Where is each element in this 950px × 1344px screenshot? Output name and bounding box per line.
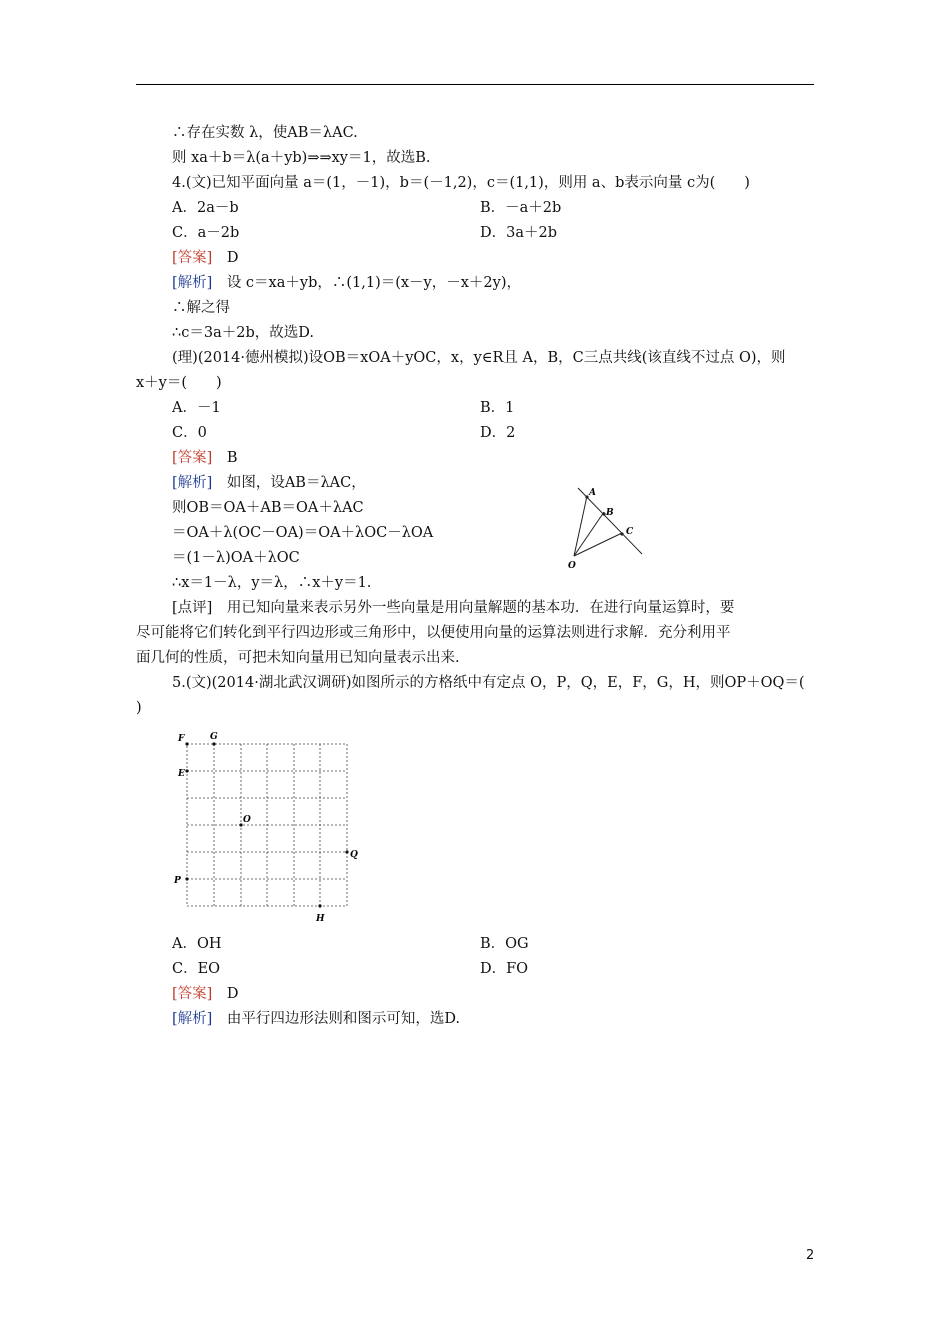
solution-tag: [解析] bbox=[172, 475, 213, 491]
label-q: Q bbox=[350, 850, 358, 860]
point-q bbox=[345, 850, 348, 853]
label-c: C bbox=[626, 527, 634, 537]
point-e bbox=[185, 769, 188, 772]
page-number: 2 bbox=[806, 1248, 815, 1263]
option-b: B．1 bbox=[480, 400, 515, 416]
vector-figure bbox=[560, 482, 652, 574]
option-a: A．OH bbox=[172, 936, 222, 952]
point-g bbox=[212, 742, 215, 745]
question-4: 4.(文)已知平面向量 a＝(1，－1)，b＝(－1,2)，c＝(1,1)，则用 a、b表示向量 c为( ) bbox=[172, 175, 750, 191]
option-c: C．0 bbox=[172, 425, 207, 441]
grid-figure bbox=[170, 726, 370, 926]
point-f bbox=[185, 742, 188, 745]
grid-lines bbox=[187, 744, 347, 906]
segment-oc bbox=[574, 533, 622, 556]
point-h bbox=[318, 904, 321, 907]
comment-text: 用已知向量来表示另外一些向量是用向量解题的基本功．在进行向量运算时，要 bbox=[226, 600, 735, 616]
option-d: D．FO bbox=[480, 961, 529, 977]
option-d: D．3a＋2b bbox=[480, 225, 558, 241]
solution-tag: [解析] bbox=[172, 275, 213, 291]
question-5-cont: ) bbox=[136, 700, 142, 716]
solution-tag: [解析] bbox=[172, 1011, 213, 1027]
header-rule bbox=[136, 84, 814, 85]
answer-line bbox=[172, 248, 238, 268]
question-5: 5.(文)(2014·湖北武汉调研)如图所示的方格纸中有定点 O，P，Q，E，F，G，H，则OP＋OQ＝( bbox=[172, 675, 805, 691]
option-b: B．－a＋2b bbox=[480, 200, 562, 216]
question-li: (理)(2014·德州模拟)设OB＝xOA＋yOC，x，y∈R且 A，B，C三点共线(该直线不过点 O)，则 bbox=[172, 350, 786, 366]
label-g: G bbox=[210, 732, 218, 742]
answer-value: B bbox=[226, 450, 238, 466]
answer-tag: [答案] bbox=[172, 450, 213, 466]
answer-line bbox=[172, 984, 238, 1004]
answer-line bbox=[172, 448, 237, 468]
answer-tag: [答案] bbox=[172, 250, 213, 266]
text-line: 尽可能将它们转化到平行四边形或三角形中，以便使用向量的运算法则进行求解．充分利用平 bbox=[136, 625, 731, 641]
option-d: D．2 bbox=[480, 425, 516, 441]
text-line: ∴x＝1－λ，y＝λ，∴x＋y＝1. bbox=[172, 575, 372, 591]
text-line: ＝OA＋λ(OC－OA)＝OA＋λOC－λOA bbox=[172, 525, 434, 541]
option-c: C．a－2b bbox=[172, 225, 240, 241]
solution-line bbox=[172, 1009, 460, 1029]
text-line: ∴c＝3a＋2b，故选D. bbox=[172, 325, 314, 341]
question-li-cont: x＋y＝( ) bbox=[136, 375, 222, 391]
point-c bbox=[620, 532, 623, 535]
label-b: B bbox=[606, 508, 614, 518]
text-line: 面几何的性质，可把未知向量用已知向量表示出来. bbox=[136, 650, 460, 666]
solution-line bbox=[172, 473, 366, 493]
answer-value: D bbox=[226, 986, 239, 1002]
text-line: ∴解之得 bbox=[172, 300, 230, 316]
option-b: B．OG bbox=[480, 936, 529, 952]
label-o: O bbox=[568, 561, 576, 571]
option-a: A．－1 bbox=[172, 400, 221, 416]
comment-line bbox=[172, 598, 734, 618]
option-c: C．EO bbox=[172, 961, 221, 977]
option-a: A．2a－b bbox=[172, 200, 239, 216]
solution-text: 如图，设AB＝λAC， bbox=[226, 475, 366, 491]
solution-text: 由平行四边形法则和图示可知，选D. bbox=[226, 1011, 461, 1027]
label-o: O bbox=[243, 815, 251, 825]
text-line: ∴存在实数 λ，使AB＝λAC. bbox=[172, 125, 358, 141]
label-f: F bbox=[178, 734, 185, 744]
answer-tag: [答案] bbox=[172, 986, 213, 1002]
text-line: ＝(1－λ)OA＋λOC bbox=[172, 550, 300, 566]
label-h: H bbox=[316, 914, 325, 924]
label-e: E bbox=[178, 769, 185, 779]
answer-value: D bbox=[226, 250, 239, 266]
point-p bbox=[185, 877, 188, 880]
solution-text: 设 c＝xa＋yb，∴(1,1)＝(x－y，－x＋2y)， bbox=[226, 275, 522, 291]
solution-line bbox=[172, 273, 521, 293]
text-line: 则 xa＋b＝λ(a＋yb)⇒⇒xy＝1，故选B. bbox=[172, 150, 431, 166]
label-a: A bbox=[589, 488, 596, 498]
label-p: P bbox=[174, 876, 181, 886]
text-line: 则OB＝OA＋AB＝OA＋λAC bbox=[172, 500, 364, 516]
comment-tag: [点评] bbox=[172, 600, 213, 616]
